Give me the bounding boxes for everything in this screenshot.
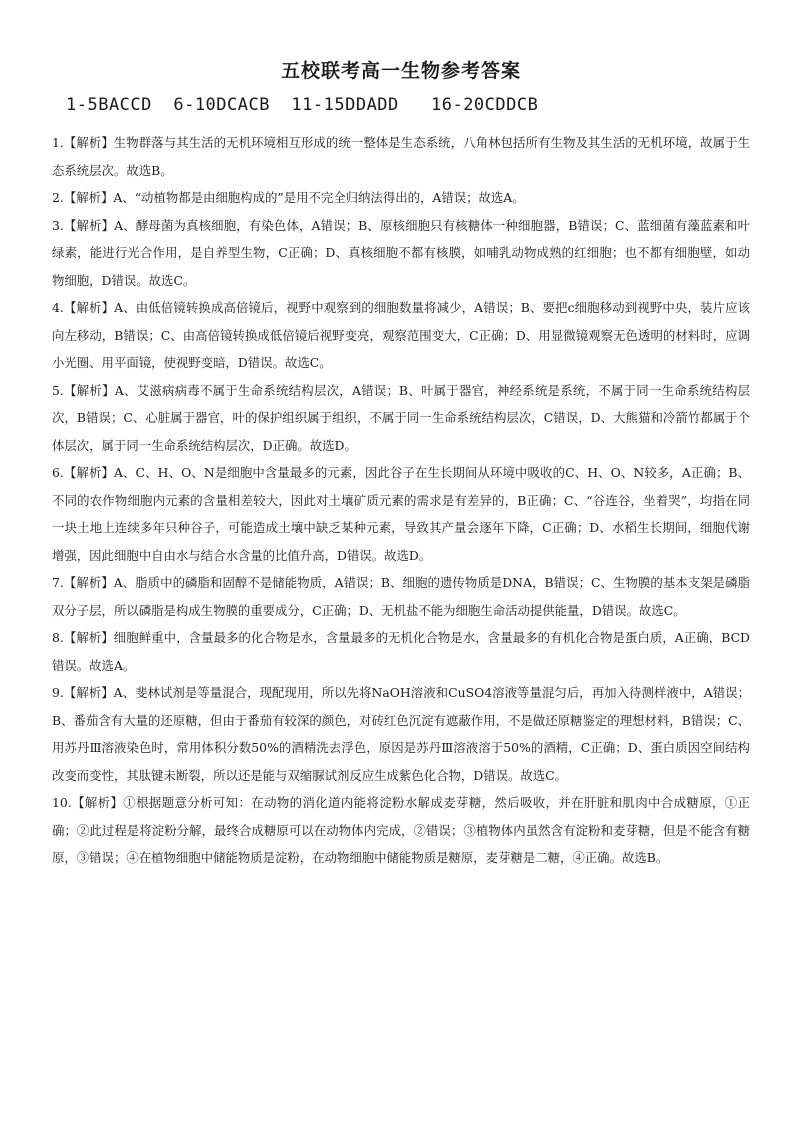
explanation-10: 10.【解析】①根据题意分析可知：在动物的消化道内能将淀粉水解成麦芽糖，然后吸收，并在肝脏和肌肉中合成糖原，①正确；②此过程是将淀粉分解，最终合成糖原可以在动物体内完成，②错误；③植物体内虽然含有淀粉和麦芽糖，但是不能含有糖原，③错误；④在植物细胞中储能物质是淀粉，在动物细胞中储能物质是糖原，麦芽糖是二糖，④正确。故选B。 xyxy=(52,795,750,865)
explanation-7: 7.【解析】A、脂质中的磷脂和固醇不是储能物质，A错误；B、细胞的遗传物质是DNA，B错误；C、生物膜的基本支架是磷脂双分子层，所以磷脂是构成生物膜的重要成分，C正确；D、无机盐不能为细胞生命活动提供能量，D错误。故选C。 xyxy=(52,575,750,618)
page-title: 五校联考高一生物参考答案 xyxy=(280,60,521,82)
explanation-2: 2.【解析】A、“动植物都是由细胞构成的”是用不完全归纳法得出的，A错误；故选A。 xyxy=(52,190,525,205)
explanation-1: 1.【解析】生物群落与其生活的无机环境相互形成的统一整体是生态系统，八角林包括所有生物及其生活的无机环境，故属于生态系统层次。故选B。 xyxy=(52,135,750,178)
explanation-9: 9.【解析】A、斐林试剂是等量混合，现配现用，所以先将NaOH溶液和CuSO4溶液等量混匀后，再加入待测样液中，A错误；B、番茄含有大量的还原糖，但由于番茄有较深的颜色，对砖红色沉淀有遮蔽作用，不是做还原糖鉴定的理想材料，B错误；C、用苏丹Ⅲ溶液染色时，常用体积分数50%的酒精洗去浮色，原因是苏丹Ⅲ溶液溶于50%的酒精，C正确；D、蛋白质因空间结构改变而变性，其肽键未断裂，所以还是能与双缩脲试剂反应生成紫色化合物，D错误。故选C。 xyxy=(52,685,750,783)
explanation-3: 3.【解析】A、酵母菌为真核细胞，有染色体，A错误；B、原核细胞只有核糖体一种细胞器，B错误；C、蓝细菌有藻蓝素和叶绿素，能进行光合作用，是自养型生物，C正确；D、真核细胞不都有核膜，如哺乳动物成熟的红细胞；也不都有细胞壁，如动物细胞，D错误。故选C。 xyxy=(52,217,750,288)
explanation-6: 6.【解析】A、C、H、O、N是细胞中含量最多的元素，因此谷子在生长期间从环境中吸收的C、H、O、N较多，A正确；B、不同的农作物细胞内元素的含量相差较大，因此对土壤矿质元素的需求是有差异的，B正确；C、“谷连谷，坐着哭”，均指在同一块土地上连续多年只种谷子，可能造成土壤中缺乏某种元素，导致其产量会逐年下降，C正确；D、水稻生长期间，细胞代谢增强，因此细胞中自由水与结合水含量的比值升高，D错误。故选D。 xyxy=(52,465,750,563)
explanation-4: 4.【解析】A、由低倍镜转换成高倍镜后，视野中观察到的细胞数量将减少，A错误；B、要把c细胞移动到视野中央，装片应该向左移动，B错误；C、由高倍镜转换成低倍镜后视野变亮，观察范围变大，C正确；D、用显微镜观察无色透明的材料时，应调小光圈、用平面镜，使视野变暗，D错误。故选C。 xyxy=(52,300,750,370)
explanation-8: 8.【解析】细胞鲜重中，含量最多的化合物是水，含量最多的无机化合物是水，含量最多的有机化合物是蛋白质，A正确，BCD错误。故选A。 xyxy=(52,630,750,673)
answer-key: 1-5BACCD 6-10DCACB 11-15DDADD 16-20CDDCB xyxy=(66,95,539,115)
explanation-5: 5.【解析】A、艾滋病病毒不属于生命系统结构层次，A错误；B、叶属于器官，神经系统是系统，不属于同一生命系统结构层次，B错误；C、心脏属于器官，叶的保护组织属于组织，不属于同一生命系统结构层次，C错误，D、大熊猫和冷箭竹都属于个体层次，属于同一生命系统结构层次，D正确。故选D。 xyxy=(52,382,750,453)
